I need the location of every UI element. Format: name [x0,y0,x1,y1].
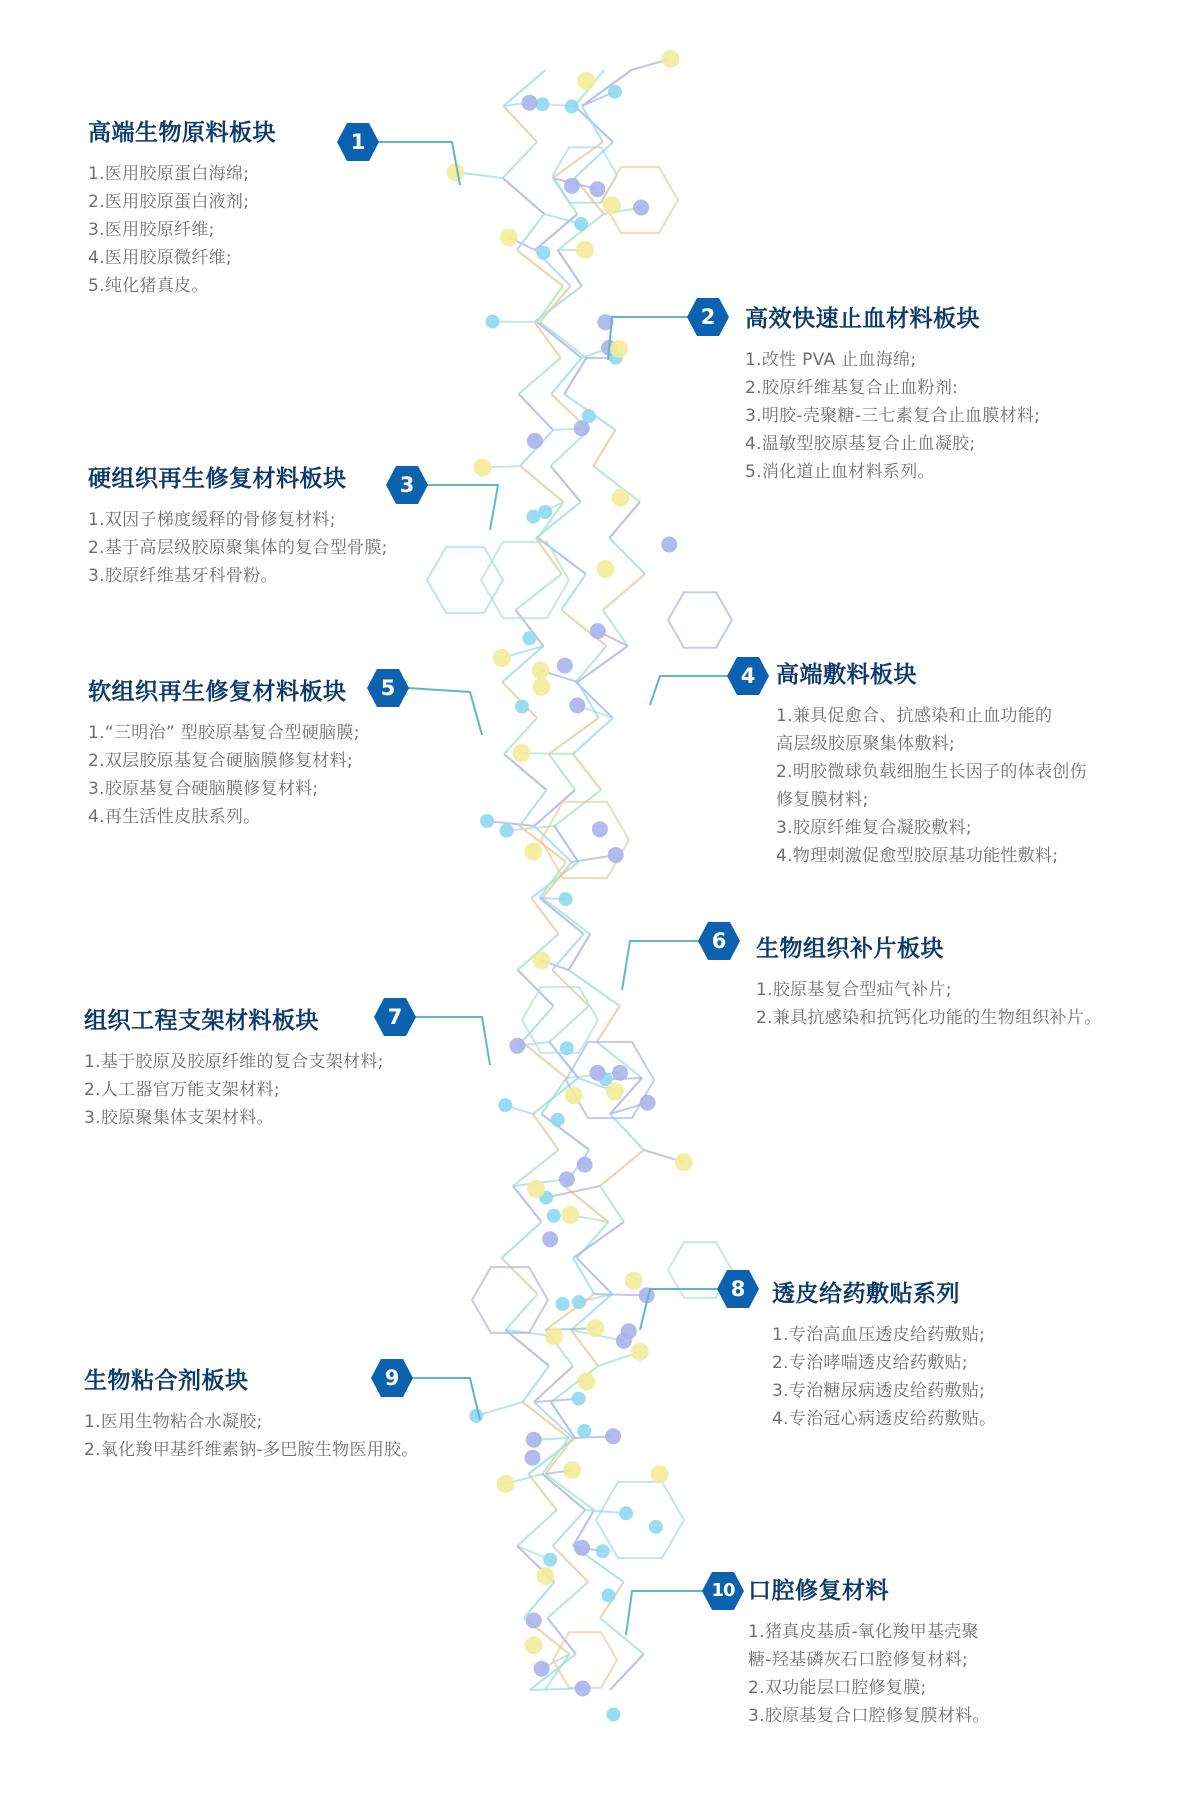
block-10 [748,1576,990,1730]
atom-dot [612,489,630,507]
atom-dot [596,1544,610,1558]
list-item: 2.胶原纤维基复合止血粉剂: [745,378,959,398]
atom-dot [625,1272,643,1290]
atom-dot [526,1432,542,1448]
ring-shape [427,547,503,613]
block-title: 高效快速止血材料板块 [745,306,980,332]
bond-line [503,106,537,142]
bond-line [600,1618,644,1654]
atom-dot [592,821,608,837]
atom-dot [522,95,538,111]
ring-shape [668,592,732,647]
atom-dot [582,409,596,423]
atom-dot [513,744,531,762]
ring-shape [596,1482,684,1558]
block-4 [776,660,1087,870]
bond-line [540,286,571,322]
connector-line [427,485,498,530]
list-item: 高层级胶原聚集体敷料; [776,734,956,754]
atom-dot [538,505,552,519]
atom-dot [542,1231,558,1247]
bond-line [517,1510,557,1546]
atom-dot [631,1343,649,1361]
bond-line [520,466,563,502]
list-item: 1.双因子梯度缓释的骨修复材料; [88,510,336,530]
atom-dot [574,1540,590,1556]
bond-line [609,502,639,538]
block-5 [88,677,360,831]
atom-dot [590,623,606,639]
list-item: 2.双层胶原基复合硬脑膜修复材料; [88,751,354,771]
bond-line [542,1474,585,1510]
atom-dot [486,315,500,329]
block-items [88,160,276,300]
block-2 [745,304,1040,486]
atom-dot [498,1098,512,1112]
atom-dot [537,1567,555,1585]
atom-dot [559,1171,575,1187]
block-items [84,1048,384,1132]
block-1 [88,118,276,300]
connector-line [408,688,482,735]
connector-line [378,142,460,185]
list-item: 2.氧化羧甲基纤维素钠-多巴胺生物医用胶。 [84,1440,419,1460]
block-title: 生物组织补片板块 [756,936,944,962]
list-item: 2.人工器官万能支架材料; [84,1080,280,1100]
atom-dot [612,1065,628,1081]
block-items [88,506,388,590]
atom-dot [564,178,580,194]
connector-line [650,676,728,705]
bond-line [582,106,603,142]
atom-dot [561,1206,579,1224]
number-badge-10: 10 [701,1571,745,1611]
atom-dot [543,1553,557,1567]
atom-dot [565,1086,583,1104]
atom-dot [537,246,551,260]
block-items [776,702,1087,870]
block-6 [756,934,1102,1032]
atom-dot [497,1475,515,1493]
bond-line [503,142,537,178]
atom-dot [569,697,585,713]
atom-dot [608,847,624,863]
block-items [88,719,360,831]
atom-dot [606,1708,620,1722]
atom-dot [640,1095,656,1111]
bond-line [610,1654,644,1690]
list-item: 1.猪真皮基质-氧化羧甲基壳聚 [748,1622,979,1642]
list-item: 1.改性 PVA 止血海绵; [745,350,917,370]
atom-dot [500,229,518,247]
list-item: 修复膜材料; [776,790,869,810]
atom-dot [576,241,594,259]
block-items [748,1618,990,1730]
ring-shape [472,1267,548,1333]
bond-line [540,862,566,898]
atom-dot [527,433,543,449]
list-item: 3.明胶-壳聚糖-三七素复合止血膜材料; [745,406,1041,426]
bond-line [597,1006,620,1042]
connector-line [415,1017,490,1065]
bond-line [522,1042,566,1078]
atom-dot [597,560,615,578]
bond-line [537,322,582,358]
list-item: 5.消化道止血材料系列。 [745,462,935,482]
atom-dot [524,843,542,861]
atom-dot [574,217,588,231]
bond-line [573,1222,624,1258]
bond-line [610,1114,644,1150]
atom-dot [577,1157,593,1173]
number-badge-9: 9 [370,1358,414,1398]
list-item: 4.专治冠心病透皮给药敷贴。 [772,1409,997,1429]
number-badge-4: 4 [726,656,770,696]
block-9 [84,1366,419,1464]
bond-line [573,1258,594,1294]
ring-shape [553,1632,617,1687]
atom-dot [651,1465,669,1483]
bond-line [561,574,586,610]
list-item: 4.物理刺激促愈型胶原基功能性敷料; [776,846,1059,866]
bond-line [476,1402,522,1416]
atom-dot [480,814,494,828]
block-title: 软组织再生修复材料板块 [88,679,347,705]
bond-line [575,106,613,142]
bond-line [549,718,599,754]
bond-line [541,1114,589,1150]
list-item: 3.胶原基复合口腔修复膜材料。 [748,1706,990,1726]
atom-dot [662,50,680,68]
atom-dot [589,181,605,197]
number-badge-8: 8 [716,1269,760,1309]
atom-dot [565,100,579,114]
atom-dot [525,1450,541,1466]
list-item: 3.胶原纤维基牙科骨粉。 [88,566,278,586]
atom-dot [577,72,595,90]
list-item: 4.温敏型胶原基复合止血凝胶; [745,434,976,454]
list-item: 3.专治糖尿病透皮给药敷贴; [772,1381,986,1401]
atom-dot [532,661,550,679]
list-item: 1.医用胶原蛋白海绵; [88,164,250,184]
list-item: 2.兼具抗感染和抗钙化功能的生物组织补片。 [756,1008,1102,1028]
atom-dot [526,1613,542,1629]
atom-dot [575,1681,591,1697]
atom-dot [474,459,492,477]
atom-dot [559,892,573,906]
list-item: 2.基于高层级胶原聚集体的复合型骨膜; [88,538,388,558]
atom-dot [556,1297,570,1311]
bond-line [534,790,575,826]
bond-line [549,754,575,790]
bond-line [600,1186,624,1222]
block-items [84,1408,419,1464]
bond-line [524,1582,554,1618]
list-item: 2.双功能层口腔修复膜; [748,1678,927,1698]
connector-line [622,941,699,990]
block-title: 高端生物原料板块 [88,120,276,146]
bond-line [531,862,578,898]
atom-dot [525,1636,543,1654]
atom-dot [619,1506,633,1520]
list-item: 1.兼具促愈合、抗感染和止血功能的 [776,706,1053,726]
list-item: 1.专治高血压透皮给药敷贴; [772,1325,986,1345]
list-item: 3.胶原聚集体支架材料。 [84,1108,274,1128]
bond-line [554,790,601,826]
atom-dot [500,824,514,838]
atom-dot [560,1041,574,1055]
atom-dot [533,952,551,970]
atom-dot [603,196,621,214]
bond-line [520,790,547,826]
list-item: 5.纯化猪真皮。 [88,276,209,296]
bond-line [534,1366,573,1402]
atom-dot [533,678,551,696]
ring-shape [541,802,629,878]
block-title: 硬组织再生修复材料板块 [88,466,347,492]
atom-dot [572,1295,586,1309]
list-item: 3.胶原基复合硬脑膜修复材料; [88,779,319,799]
atom-dot [545,1327,563,1345]
bond-line [546,1294,595,1330]
block-8 [772,1279,996,1433]
atom-dot [469,1409,483,1423]
list-item: 4.再生活性皮肤系列。 [88,807,261,827]
list-item: 1.胶原基复合型疝气补片; [756,980,952,1000]
atom-dot [578,1373,596,1391]
bond-line [593,430,615,466]
list-item: 糖-羟基磷灰石口腔修复材料; [748,1650,969,1670]
list-item: 3.胶原纤维复合凝胶敷料; [776,818,972,838]
bond-line [600,1150,644,1186]
atom-dot [527,1180,545,1198]
list-item: 4.医用胶原微纤维; [88,248,232,268]
number-badge-6: 6 [697,921,741,961]
atom-dot [557,658,573,674]
bond-line [609,538,645,574]
bond-line [523,1366,549,1402]
block-items [772,1321,996,1433]
atom-dot [633,200,649,216]
atom-dot [586,1319,604,1337]
atom-dot [551,1113,565,1127]
bond-line [503,178,545,214]
atom-dot [563,1461,581,1479]
block-title: 生物粘合剂板块 [84,1368,249,1394]
block-title: 口腔修复材料 [748,1578,889,1604]
atom-dot [675,1153,693,1171]
bond-line [573,754,601,790]
number-badge-1: 1 [336,122,380,162]
bond-line [546,1186,600,1198]
list-item: 2.明胶微球负载细胞生长因子的体表创伤 [776,762,1087,782]
atom-dot [572,1392,586,1406]
list-item: 2.专治哮喘透皮给药敷贴; [772,1353,968,1373]
block-title: 透皮给药敷贴系列 [772,1281,960,1307]
bond-line [502,1258,538,1294]
list-item: 1.基于胶原及胶原纤维的复合支架材料; [84,1052,384,1072]
list-item: 2.医用胶原蛋白液剂; [88,192,250,212]
atom-dot [605,1428,621,1444]
atom-dot [547,1209,561,1223]
bond-line [551,466,581,502]
atom-dot [515,700,529,714]
number-badge-3: 3 [385,465,429,505]
ring-shape [481,542,569,618]
bond-line [577,1258,613,1294]
bond-line [603,574,645,610]
block-7 [84,1006,384,1132]
atom-dot [606,1082,624,1100]
bond-line [549,1006,588,1042]
bond-line [548,1582,589,1618]
block-items [756,976,1102,1032]
atom-dot [608,85,622,99]
block-3 [88,464,388,590]
list-item: 3.医用胶原纤维; [88,220,215,240]
atom-dot [535,97,549,111]
number-badge-5: 5 [366,668,410,708]
list-item: 1.“三明治” 型胶原基复合型硬脑膜; [88,723,360,743]
atom-dot [509,1038,525,1054]
bond-line [519,394,553,430]
atom-dot [534,1661,550,1677]
atom-dot [621,1323,637,1339]
number-badge-2: 2 [686,297,730,337]
connector-line [626,1591,703,1635]
bond-line [502,1222,542,1258]
atom-dot [577,1424,591,1438]
list-item: 1.医用生物粘合水凝胶; [84,1412,263,1432]
atom-dot [649,1520,663,1534]
atom-dot [602,1589,616,1603]
block-title: 高端敷料板块 [776,662,917,688]
block-items [745,346,1040,486]
atom-dot [522,631,536,645]
number-badge-7: 7 [373,997,417,1037]
atom-dot [590,1065,606,1081]
atom-dot [661,537,677,553]
block-title: 组织工程支架材料板块 [84,1008,319,1034]
atom-dot [493,649,511,667]
atom-dot [610,340,628,358]
